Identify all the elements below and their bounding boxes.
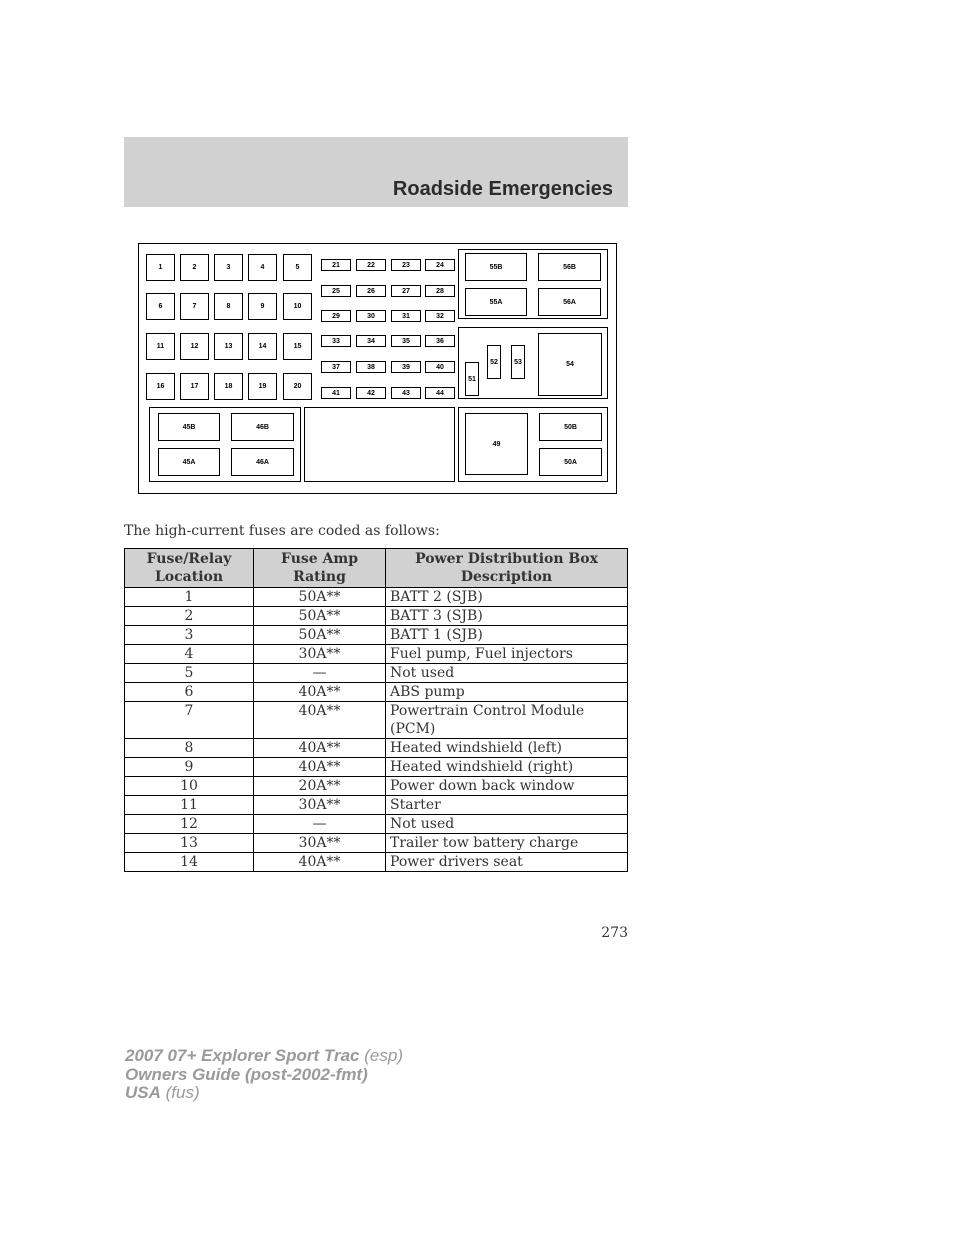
cell-description: Not used [386,664,628,683]
table-row [125,796,628,815]
fuse-slot: 8 [214,293,243,320]
cell-amp-rating: — [254,664,386,683]
fuse-slot: 37 [321,361,351,373]
fuse-slot: 3 [214,254,243,281]
footer-line-1 [125,1047,403,1066]
section-title: Roadside Emergencies [392,178,613,200]
cell-amp-rating: 40A** [254,739,386,758]
fuse-table [124,548,628,872]
section-header [124,137,628,207]
column-header-amp-rating: Fuse Amp Rating [254,549,386,588]
fuse-slot: 15 [283,333,312,360]
document-footer [125,1047,403,1103]
cell-description: Heated windshield (right) [386,758,628,777]
cell-location: 14 [125,853,254,872]
cell-description: Heated windshield (left) [386,739,628,758]
footer-market: USA [125,1083,161,1102]
intro-text: The high-current fuses are coded as follows: [124,523,440,539]
table-row [125,777,628,796]
fuse-slot: 27 [391,285,421,297]
footer-market-code: (fus) [165,1083,200,1102]
fuse-slot: 23 [391,259,421,271]
cell-location: 7 [125,702,254,739]
table-row [125,626,628,645]
cell-location: 5 [125,664,254,683]
fuse-slot: 33 [321,335,351,347]
cell-amp-rating: 40A** [254,758,386,777]
page-number: 273 [601,925,628,941]
fuse-slot: 16 [146,373,175,400]
cell-location: 2 [125,607,254,626]
fuse-slot: 46B [231,413,294,441]
cell-location: 9 [125,758,254,777]
footer-line-3 [125,1084,403,1103]
table-row [125,758,628,777]
cell-description: BATT 2 (SJB) [386,588,628,607]
fuse-slot: 49 [465,413,528,475]
fuse-slot: 50B [539,413,602,441]
fuse-slot: 18 [214,373,243,400]
fuse-slot: 12 [180,333,209,360]
fuse-slot: 28 [425,285,455,297]
fuse-slot: 34 [356,335,386,347]
fuse-slot: 55B [465,253,527,281]
fuse-slot: 45B [158,413,220,441]
table-row [125,834,628,853]
fuse-slot: 55A [465,288,527,316]
fuse-slot: 39 [391,361,421,373]
fuse-slot: 46A [231,448,294,476]
fuse-box-diagram [138,243,617,494]
fuse-slot: 25 [321,285,351,297]
fuse-slot: 44 [425,387,455,399]
fuse-slot: 9 [248,293,277,320]
table-row [125,683,628,702]
fuse-slot: 4 [248,254,277,281]
fuse-slot: 1 [146,254,175,281]
cell-location: 1 [125,588,254,607]
table-row [125,853,628,872]
fuse-slot: 35 [391,335,421,347]
table-header-row [125,549,628,588]
fuse-slot: 19 [248,373,277,400]
fuse-slot: 10 [283,293,312,320]
fuse-slot: 42 [356,387,386,399]
fuse-slot: 36 [425,335,455,347]
cell-description: Power down back window [386,777,628,796]
fuse-slot: 11 [146,333,175,360]
fuse-slot: 51 [465,362,479,396]
fuse-slot: 45A [158,448,220,476]
table-row [125,815,628,834]
table-row [125,739,628,758]
fuse-slot: 20 [283,373,312,400]
cell-location: 8 [125,739,254,758]
fuse-slot: 40 [425,361,455,373]
cell-amp-rating: 30A** [254,796,386,815]
fuse-slot: 38 [356,361,386,373]
fuse-slot: 21 [321,259,351,271]
footer-model: 2007 07+ Explorer Sport Trac [125,1046,360,1065]
fuse-slot: 26 [356,285,386,297]
cell-amp-rating: — [254,815,386,834]
cell-amp-rating: 40A** [254,853,386,872]
fuse-slot: 6 [146,293,175,320]
footer-guide: Owners Guide (post-2002-fmt) [125,1064,368,1084]
table-row [125,702,628,739]
table-row [125,588,628,607]
cell-description: ABS pump [386,683,628,702]
fuse-slot: 31 [391,310,421,322]
cell-location: 4 [125,645,254,664]
cell-location: 12 [125,815,254,834]
fuse-slot: 50A [539,448,602,476]
cell-location: 13 [125,834,254,853]
fuse-slot: 14 [248,333,277,360]
cell-description: Not used [386,815,628,834]
cell-amp-rating: 40A** [254,683,386,702]
fuse-slot: 56A [538,288,601,316]
fuse-slot: 22 [356,259,386,271]
cell-description: Powertrain Control Module (PCM) [386,702,628,739]
fuse-slot: 54 [538,333,602,396]
cell-location: 10 [125,777,254,796]
fuse-slot: 52 [487,345,501,379]
cell-amp-rating: 50A** [254,626,386,645]
fuse-slot: 13 [214,333,243,360]
cell-location: 3 [125,626,254,645]
fuse-slot: 2 [180,254,209,281]
fuse-slot: 17 [180,373,209,400]
cell-amp-rating: 50A** [254,588,386,607]
cell-description: Starter [386,796,628,815]
fuse-slot: 7 [180,293,209,320]
fuse-slot: 24 [425,259,455,271]
cell-location: 11 [125,796,254,815]
cell-amp-rating: 30A** [254,645,386,664]
fuse-slot: 41 [321,387,351,399]
table-row [125,664,628,683]
cell-amp-rating: 30A** [254,834,386,853]
column-header-location: Fuse/Relay Location [125,549,254,588]
cell-amp-rating: 40A** [254,702,386,739]
fuse-slot: 56B [538,253,601,281]
table-row [125,607,628,626]
cell-amp-rating: 20A** [254,777,386,796]
cell-description: BATT 3 (SJB) [386,607,628,626]
cell-description: BATT 1 (SJB) [386,626,628,645]
fuse-box-section [304,407,455,482]
fuse-slot: 43 [391,387,421,399]
footer-line-2 [125,1066,403,1085]
cell-description: Fuel pump, Fuel injectors [386,645,628,664]
fuse-slot: 5 [283,254,312,281]
fuse-slot: 53 [511,345,525,379]
cell-description: Trailer tow battery charge [386,834,628,853]
cell-location: 6 [125,683,254,702]
cell-amp-rating: 50A** [254,607,386,626]
fuse-slot: 29 [321,310,351,322]
fuse-slot: 30 [356,310,386,322]
cell-description: Power drivers seat [386,853,628,872]
footer-model-code: (esp) [364,1046,403,1065]
column-header-description: Power Distribution Box Description [386,549,628,588]
table-row [125,645,628,664]
fuse-slot: 32 [425,310,455,322]
